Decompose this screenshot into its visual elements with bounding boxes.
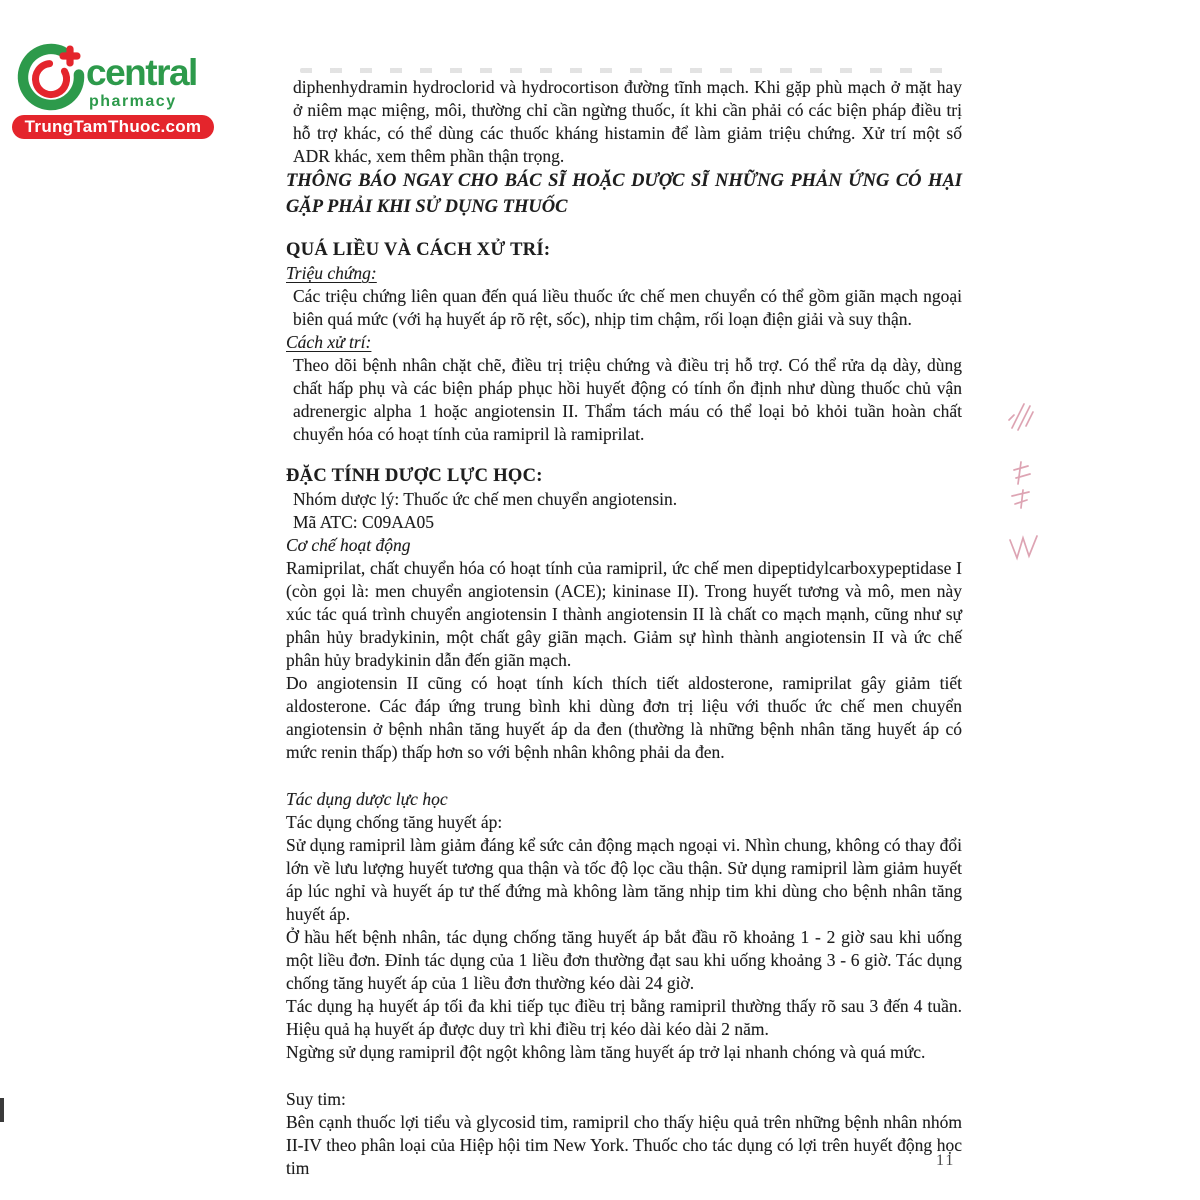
- para-mechanism-1: Ramiprilat, chất chuyển hóa có hoạt tính của ramipril, ức chế men dipeptidylcarboxypeptidase I (còn gọi là: men chuyển angiotensin (ACE); kininase II). Trong huyết tương và mô, men này xúc tác quá trình chuyển angiotensin I thành angiotensin II là chất co mạch mạnh, cũng như sự phân hủy bradykinin, một chất gây giãn mạch. Giảm sự hình thành angiotensin II và ức chế phân hủy bradykinin dẫn đến giãn mạch.: [286, 558, 962, 670]
- para-heart-failure-1: Bên cạnh thuốc lợi tiểu và glycosid tim, ramipril cho thấy hiệu quả trên những bệnh nhân nhóm II-IV theo phân loại của Hiệp hội tim New York. Thuốc cho tác dụng có lợi trên huyết động học tim: [286, 1112, 962, 1178]
- logo-website-badge: TrungTamThuoc.com: [12, 115, 214, 139]
- para-max-effect: Tác dụng hạ huyết áp tối đa khi tiếp tục điều trị bằng ramipril thường thấy rõ sau 3 đến 4 tuần. Hiệu quả hạ huyết áp được duy trì khi điều trị kéo dài kéo dài 2 năm.: [286, 996, 962, 1039]
- heading-pharmacodynamics: ĐẶC TÍNH DƯỢC LỰC HỌC:: [286, 466, 543, 486]
- handwritten-red-stamp-marks: [1002, 398, 1048, 563]
- para-antihypertensive-title: Tác dụng chống tăng huyết áp:: [286, 812, 503, 832]
- central-pharmacy-logo: [12, 36, 214, 140]
- para-antihypertensive-1: Sử dụng ramipril làm giảm đáng kể sức cản động mạch ngoại vi. Nhìn chung, không có thay đổi lớn về lưu lượng huyết tương qua thận và tốc độ lọc cầu thận. Sử dụng ramipril làm giảm huyết áp lúc nghỉ và huyết áp tư thế đứng mà không làm tăng nhịp tim khi dùng cho bệnh nhân tăng huyết áp.: [286, 835, 962, 924]
- notice-report-adr: THÔNG BÁO NGAY CHO BÁC SĨ HOẶC DƯỢC SĨ NHỮNG PHẢN ỨNG CÓ HẠI GẶP PHẢI KHI SỬ DỤNG THUỐC: [286, 171, 962, 217]
- para-overdose-management: Theo dõi bệnh nhân chặt chẽ, điều trị triệu chứng và điều trị hỗ trợ. Có thể rửa dạ dày, dùng chất hấp phụ và các biện pháp phục hồi huyết động có tính ổn định như dùng thuốc chủ vận adrenergic alpha 1 hoặc angiotensin II. Thẩm tách máu có thể loại bỏ khỏi tuần hoàn chất chuyển hóa có hoạt tính của ramipril là ramiprilat.: [293, 355, 962, 444]
- label-mechanism-of-action: Cơ chế hoạt động: [286, 535, 411, 555]
- para-adr-management-continuation: diphenhydramin hydroclorid và hydrocortison đường tĩnh mạch. Khi gặp phù mạch ở mặt hay ở niêm mạc miệng, môi, thường chỉ cần ngừng thuốc, ít khi cần phải có các biện pháp điều trị hỗ trợ khác, có thể dùng các thuốc kháng histamin để làm giảm triệu chứng. Xử trí một số ADR khác, xem thêm phần thận trọng.: [293, 77, 962, 166]
- logo-sub-text: pharmacy: [89, 93, 177, 110]
- subhead-symptoms: Triệu chứng:: [286, 263, 377, 283]
- label-pharmacodynamic-effects: Tác dụng dược lực học: [286, 789, 448, 809]
- para-onset-of-effect: Ở hầu hết bệnh nhân, tác dụng chống tăng huyết áp bắt đầu rõ khoảng 1 - 2 giờ sau khi uống một liều đơn. Đỉnh tác dụng của 1 liều đơn thường đạt sau khi uống khoảng 3 - 6 giờ. Tác dụng chống tăng huyết áp của 1 liều đơn thường kéo dài 24 giờ.: [286, 927, 962, 993]
- para-atc-code: Mã ATC: C09AA05: [293, 512, 434, 532]
- subhead-management: Cách xử trí:: [286, 332, 372, 352]
- logo-c-plus-icon: [14, 40, 90, 116]
- document-body: [286, 76, 962, 1180]
- para-mechanism-2: Do angiotensin II cũng có hoạt tính kích thích tiết aldosterone, ramiprilat gây giảm tiết aldosterone. Các đáp ứng trung bình khi dùng đơn trị liệu với thuốc ức chế men chuyển angiotensin ở bệnh nhân tăng huyết áp da đen (thường là những bệnh nhân tăng huyết áp có mức renin thấp) thấp hơn so với bệnh nhân không phải da đen.: [286, 673, 962, 762]
- logo-brand-text: central: [86, 52, 197, 93]
- para-withdrawal: Ngừng sử dụng ramipril đột ngột không làm tăng huyết áp trở lại nhanh chóng và quá mức.: [286, 1042, 926, 1062]
- scan-edge-artifact: [0, 1098, 4, 1122]
- para-pharm-group: Nhóm dược lý: Thuốc ức chế men chuyển angiotensin.: [293, 489, 678, 509]
- spacer-2: [286, 1064, 962, 1088]
- para-heart-failure-title: Suy tim:: [286, 1089, 346, 1109]
- scan-noise-strip: [300, 68, 950, 73]
- page-number: 11: [936, 1152, 956, 1169]
- spacer-1: [286, 764, 962, 788]
- heading-overdose: QUÁ LIỀU VÀ CÁCH XỬ TRÍ:: [286, 240, 551, 260]
- para-overdose-symptoms: Các triệu chứng liên quan đến quá liều thuốc ức chế men chuyển có thể gồm giãn mạch ngoại biên quá mức (với hạ huyết áp rõ rệt, sốc), nhịp tim chậm, rối loạn điện giải và suy thận.: [293, 286, 962, 329]
